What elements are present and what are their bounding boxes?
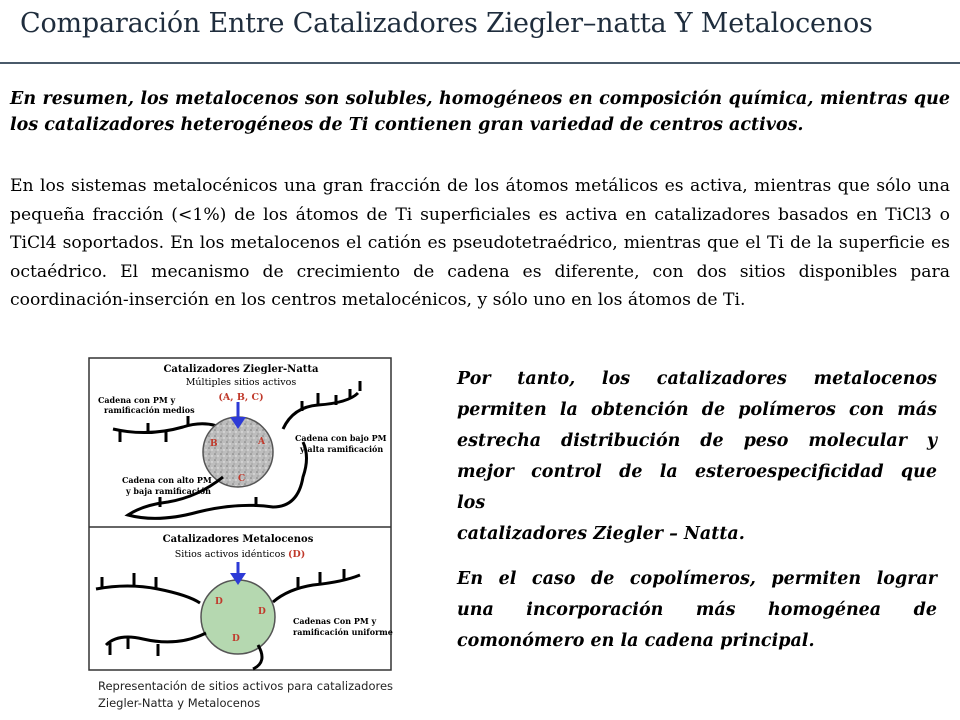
- zn-subtitle: Múltiples sitios activos: [185, 377, 297, 388]
- zn-site-c: C: [238, 474, 246, 484]
- conclusion-line-5: los: [457, 493, 486, 513]
- zn-label-left-top: Cadena con PM y: [98, 395, 176, 405]
- figure-caption: Representación de sitios activos para catalizadores Ziegler-Natta y Metalocenos: [98, 679, 394, 710]
- slide-title: Comparación Entre Catalizadores Ziegler–natta Y Metalocenos: [20, 8, 873, 39]
- body-paragraph: En los sistemas metalocénicos una gran fracción de los átomos metálicos es activa, mientras que sólo una pequeña fracción (<1%) de los átomos de Ti superficiales es activa en catalizadores basados en TiCl3 o TiCl4 soportados. En los metalocenos el catión es pseudotetraédrico, mientras que el Ti de la superficie es octaédrico. El mecanismo de crecimiento de cadena es diferente, con dos sitios disponibles para coordinación-inserción en los centros metalocénicos, y sólo uno en los átomos de Ti.: [10, 176, 950, 310]
- copolymer-paragraph: [457, 564, 937, 657]
- met-site-d-bottom: D: [232, 634, 240, 644]
- zn-label-bottom-top: Cadena con alto PM: [122, 475, 212, 485]
- conclusion-line-4: mejor control de la esteroespecificidad que: [457, 462, 937, 482]
- intro-paragraph: En resumen, los metalocenos son solubles, homogéneos en composición química, mientras que los catalizadores heterogéneos de Ti contienen gran variedad de centros activos.: [10, 89, 950, 135]
- active-sites-figure: [88, 357, 394, 672]
- conclusion-line-1: Por tanto, los catalizadores metalocenos: [457, 369, 937, 389]
- met-sites-label: (D): [288, 549, 306, 560]
- zn-site-b: B: [210, 439, 218, 449]
- met-site-d-left: D: [215, 597, 223, 607]
- met-subtitle: Sitios activos idénticos: [174, 549, 286, 560]
- conclusion-paragraph: [457, 364, 937, 550]
- title-divider: [0, 62, 960, 64]
- zn-label-left-bottom: ramificación medios: [104, 405, 195, 415]
- met-label-right-bottom: ramificación uniforme: [293, 627, 393, 637]
- zn-sites-label: (A, B, C): [218, 392, 264, 403]
- conclusion-line-2: permiten la obtención de polímeros con más: [457, 400, 937, 420]
- zn-label-right-bottom: y alta ramificación: [300, 444, 384, 454]
- zn-label-right-top: Cadena con bajo PM: [295, 433, 387, 443]
- met-label-right-top: Cadenas Con PM y: [293, 616, 377, 626]
- zn-label-bottom-bottom: y baja ramificación: [126, 486, 211, 496]
- zn-title: Catalizadores Ziegler-Natta: [163, 364, 319, 375]
- conclusion-line-6: catalizadores Ziegler – Natta.: [457, 524, 745, 544]
- copolymer-line-1: En el caso de copolímeros, permiten lograr: [457, 569, 937, 589]
- copolymer-line-3: comonómero en la cadena principal.: [457, 631, 815, 651]
- conclusion-line-3: estrecha distribución de peso molecular y: [457, 431, 937, 451]
- met-title: Catalizadores Metalocenos: [162, 534, 314, 545]
- copolymer-line-2: una incorporación más homogénea de: [457, 600, 937, 620]
- zn-site-a: A: [258, 437, 265, 447]
- met-site-d-right: D: [258, 607, 266, 617]
